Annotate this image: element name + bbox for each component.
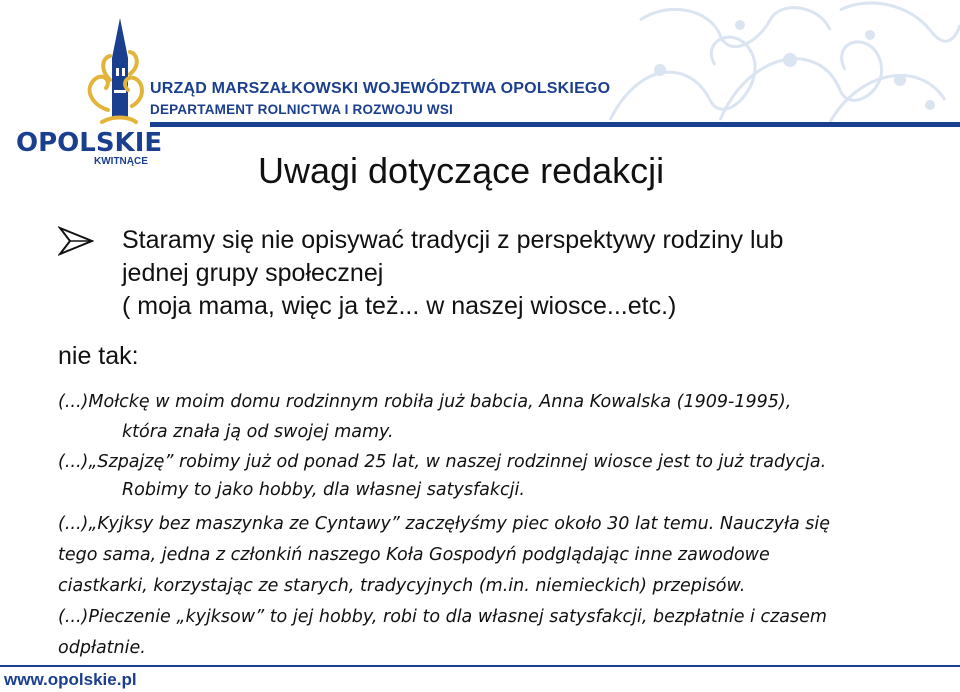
footer-divider <box>0 665 960 667</box>
logo-tagline: KWITNĄCE <box>94 156 148 167</box>
quote-line: (...)„Kyjksy bez maszynka ze Cyntawy” zaczęłyśmy piec około 30 lat temu. Nauczyła się <box>58 514 831 534</box>
quote-line: (...)„Szpajzę” robimy już od ponad 25 lat, w naszej rodzinnej wiosce jest to już tradycja. <box>58 452 827 472</box>
header-divider <box>150 122 960 127</box>
quote-line: odpłatnie. <box>58 638 146 658</box>
logo-wordmark: OPOLSKIE <box>16 128 163 158</box>
department-name: DEPARTAMENT ROLNICTWA I ROZWOJU WSI <box>150 102 453 117</box>
not-like-this-label: nie tak: <box>58 342 139 370</box>
header <box>0 0 960 167</box>
quote-line: Robimy to jako hobby, dla własnej satysfakcji. <box>122 480 525 500</box>
bullet-line: ( moja mama, więc ja też... w naszej wiosce...etc.) <box>122 292 677 320</box>
office-name: URZĄD MARSZAŁKOWSKI WOJEWÓDZTWA OPOLSKIEGO <box>150 80 611 97</box>
footer-website-link[interactable]: www.opolskie.pl <box>4 670 137 689</box>
quote-line: (...)Pieczenie „kyjksow” to jej hobby, robi to dla własnej satysfakcji, bezpłatnie i czasem <box>58 607 827 627</box>
decorative-swirls <box>600 0 960 122</box>
quote-line: ciastkarki, korzystając ze starych, tradycyjnych (m.in. niemieckich) przepisów. <box>58 576 746 596</box>
opolskie-logo <box>12 10 163 167</box>
slide-title: Uwagi dotyczące redakcji <box>258 150 665 191</box>
church-tower-icon <box>12 10 147 130</box>
bullet-line: jednej grupy społecznej <box>122 259 384 287</box>
arrow-bullet-icon <box>58 226 94 256</box>
quote-line: która znała ją od swojej mamy. <box>122 422 394 442</box>
bullet-line: Staramy się nie opisywać tradycji z perspektywy rodziny lub <box>122 226 784 254</box>
quote-line: tego sama, jedna z członkiń naszego Koła Gospodyń podglądając inne zawodowe <box>58 545 770 565</box>
bullet-text <box>122 224 942 323</box>
quote-line: (...)Mołckę w moim domu rodzinnym robiła już babcia, Anna Kowalska (1909-1995), <box>58 392 792 412</box>
